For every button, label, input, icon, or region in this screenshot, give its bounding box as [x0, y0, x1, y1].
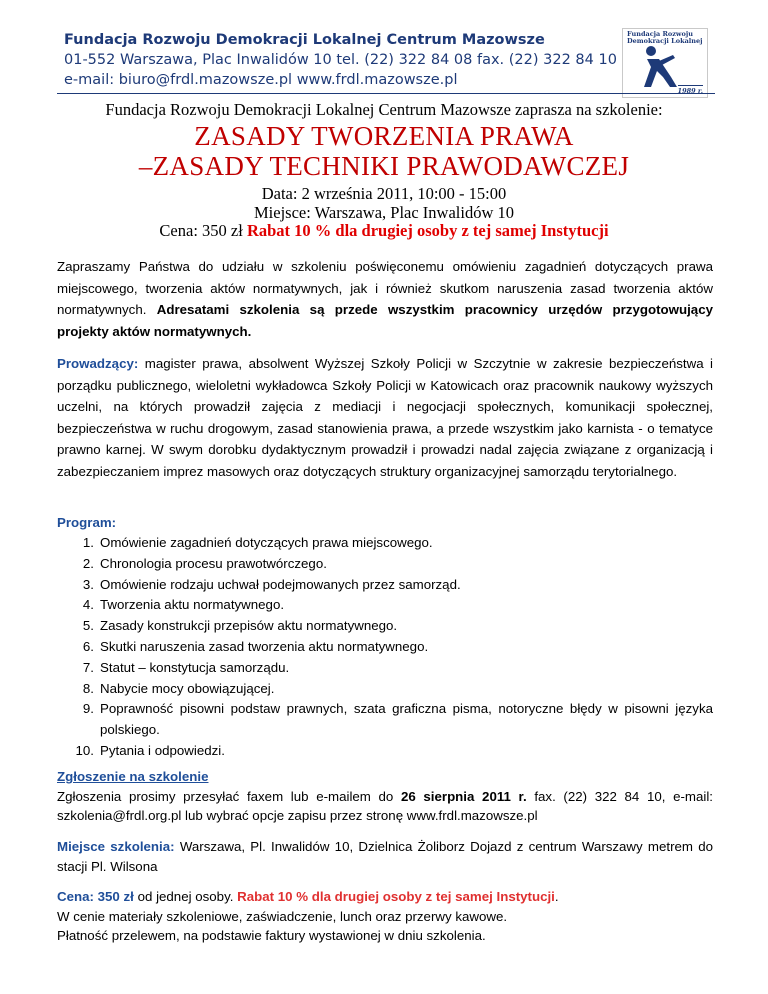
- pricing-section: [57, 887, 713, 946]
- description-text: Zapraszamy Państwa do udziału w szkoleniu poświęconemu omówieniu zagadnień dotyczących prawa miejscowego, tworzenia aktów normatywnych, jak i również skutkom naruszenia zasad tworzenia aktów normatywnych.: [57, 259, 713, 317]
- program-item: [57, 575, 713, 596]
- logo-year: 1989 r.: [677, 87, 703, 95]
- price-label: Cena: 350 zł: [159, 221, 243, 240]
- running-figure-icon: [637, 45, 685, 89]
- program-item-number: 5.: [82, 618, 94, 634]
- pricing-price: Cena: 350 zł: [57, 889, 134, 904]
- program-item: [57, 595, 713, 616]
- program-item-text: Tworzenia aktu normatywnego.: [100, 597, 285, 613]
- registration-section: [57, 767, 713, 826]
- letterhead: [64, 30, 624, 90]
- discount-note: Rabat 10 % dla drugiej osoby z tej samej Instytucji: [246, 221, 609, 240]
- venue-paragraph: [57, 837, 713, 876]
- org-contact: e-mail: biuro@frdl.mazowsze.pl www.frdl.mazowsze.pl: [64, 72, 458, 88]
- header-divider: [57, 93, 715, 94]
- program-list: [57, 533, 713, 762]
- title-line-1: ZASADY TWORZENIA PRAWA: [194, 121, 574, 151]
- program-item-number: 3.: [82, 576, 94, 592]
- program-item-text: Statut – konstytucja samorządu.: [100, 659, 290, 675]
- event-date: Data: 2 września 2011, 10:00 - 15:00: [261, 184, 507, 203]
- program-item-text: Pytania i odpowiedzi.: [100, 742, 225, 758]
- program-item-text: Poprawność pisowni podstaw prawnych, szata graficzna pisma, notoryczne błędy w pisowni języka polskiego.: [100, 701, 713, 738]
- program-label: Program:: [57, 515, 117, 530]
- program-item: [57, 679, 713, 700]
- program-item-text: Zasady konstrukcji przepisów aktu normatywnego.: [100, 618, 398, 634]
- program-item-number: 6.: [82, 638, 94, 654]
- description-paragraph: [57, 256, 713, 342]
- logo-text-1: Fundacja Rozwoju: [627, 30, 693, 38]
- pricing-per-person: od jednej osoby.: [137, 889, 234, 904]
- foundation-logo: [622, 28, 708, 98]
- trainer-text: magister prawa, absolwent Wyższej Szkoły Policji w Szczytnie w zakresie bezpieczeństwa i porządku publicznego, wieloletni wykładowca Szkoły Policji w Katowicach oraz pracownik naukowy wyższych uczelni, na których prowadził zajęcia z mediacji i negocjacji społecznych, komunikacji społecznej, bezpieczeństwa w ruchu drogowym, zasad stanowienia prawa, a przede wszystkim jako karnista - o tematyce prawno karnej. W swym dorobku dydaktycznym prowadził i prowadzi nadal zajęcia związane z organizacją i zabezpieczaniem imprez masowych oraz dotyczących struktury organizacyjnej samorządu terytorialnego.: [57, 356, 713, 479]
- registration-text-after: fax. (22) 322 84 10, e-mail: szkolenia@frdl.org.pl lub wybrać opcje zapisu przez stronę www.frdl.mazowsze.pl: [57, 788, 713, 823]
- pricing-line: [57, 887, 713, 907]
- invitation-line: Fundacja Rozwoju Demokracji Lokalnej Centrum Mazowsze zaprasza na szkolenie:: [105, 100, 663, 119]
- program-item: [57, 637, 713, 658]
- program-item-number: 9.: [82, 701, 94, 717]
- program-item-number: 2.: [82, 555, 94, 571]
- program-item: [57, 616, 713, 637]
- program-item-number: 10.: [75, 742, 94, 758]
- venue-label: Miejsce szkolenia:: [57, 839, 175, 854]
- title-line-2: –ZASADY TECHNIKI PRAWODAWCZEJ: [138, 151, 630, 181]
- registration-text: [57, 787, 713, 826]
- program-item-text: Omówienie rodzaju uchwał podejmowanych przez samorząd.: [100, 576, 461, 592]
- program-item-text: Skutki naruszenia zasad tworzenia aktu normatywnego.: [100, 638, 429, 654]
- program-item: [57, 699, 713, 741]
- event-place: Miejsce: Warszawa, Plac Inwalidów 10: [254, 203, 514, 222]
- program-item-text: Nabycie mocy obowiązującej.: [100, 680, 275, 696]
- registration-heading: Zgłoszenie na szkolenie: [57, 769, 209, 784]
- program-item-text: Chronologia procesu prawotwórczego.: [100, 555, 327, 571]
- registration-text-before: Zgłoszenia prosimy przesyłać faxem lub e-mailem do: [57, 788, 394, 804]
- audience-text: Adresatami szkolenia są przede wszystkim pracownicy urzędów przygotowujący projekty aktów normatywnych.: [57, 302, 713, 339]
- logo-text-2: Demokracji Lokalnej: [627, 37, 703, 45]
- registration-deadline: 26 sierpnia 2011 r.: [400, 788, 527, 804]
- venue-text: Warszawa, Pl. Inwalidów 10, Dzielnica Żoliborz Dojazd z centrum Warszawy metrem do stacji Pl. Wilsona: [57, 839, 714, 874]
- program-item-number: 4.: [82, 597, 94, 613]
- program-item-text: Omówienie zagadnień dotyczących prawa miejscowego.: [100, 535, 433, 550]
- program-item-number: 1.: [82, 535, 94, 550]
- event-price-line: [0, 221, 768, 241]
- trainer-label: Prowadzący:: [57, 356, 139, 371]
- pricing-discount-end: .: [554, 889, 559, 904]
- program-item-number: 7.: [82, 659, 94, 675]
- program-item: [57, 554, 713, 575]
- pricing-discount: Rabat 10 % dla drugiej osoby z tej samej Instytucji: [237, 889, 555, 904]
- pricing-payment: Płatność przelewem, na podstawie faktury wystawionej w dniu szkolenia.: [57, 928, 486, 943]
- pricing-included: W cenie materiały szkoleniowe, zaświadczenie, lunch oraz przerwy kawowe.: [57, 908, 508, 924]
- program-item: [57, 741, 713, 762]
- program-item: [57, 658, 713, 679]
- org-name: Fundacja Rozwoju Demokracji Lokalnej Centrum Mazowsze: [64, 32, 545, 48]
- program-item: [57, 533, 713, 554]
- trainer-paragraph: [57, 353, 713, 482]
- org-address: 01-552 Warszawa, Plac Inwalidów 10 tel. (22) 322 84 08 fax. (22) 322 84 10: [64, 52, 617, 68]
- program-item-number: 8.: [82, 680, 94, 696]
